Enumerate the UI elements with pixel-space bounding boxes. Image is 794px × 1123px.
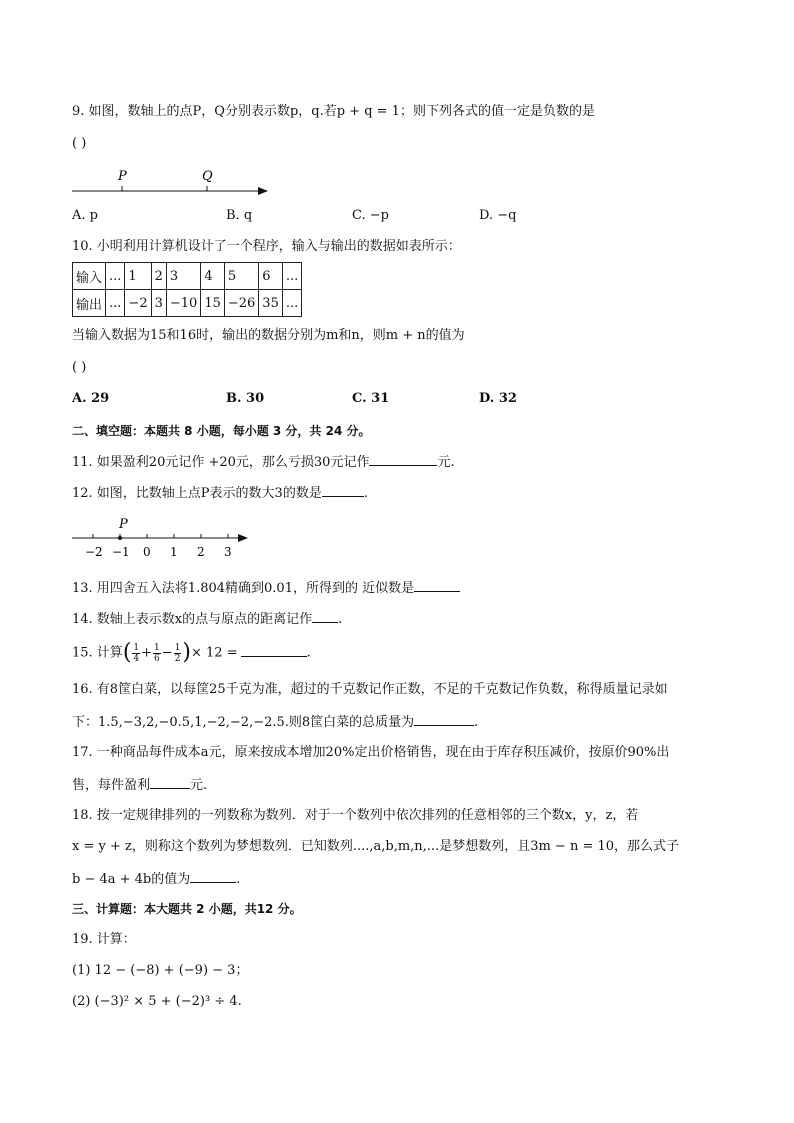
q17-line-2 xyxy=(72,775,207,795)
q15-close-paren: ) xyxy=(182,640,192,665)
tick-label: 0 xyxy=(143,545,151,559)
q14 xyxy=(72,609,342,629)
q10-io-table xyxy=(72,262,302,317)
table-cell: 3 xyxy=(166,263,200,290)
q15-fraction-2-den: 6 xyxy=(154,653,160,664)
q9-text: 9. 如图，数轴上的点P，Q分别表示数p，q.若p + q = 1；则下列各式的值一定是负数的是 xyxy=(72,104,595,119)
q15-plus: + xyxy=(141,645,153,661)
table-cell: 5 xyxy=(224,263,258,290)
q11 xyxy=(72,452,455,472)
q15-fraction-2 xyxy=(153,643,161,664)
q15-tail: × 12 = xyxy=(191,645,238,661)
q11-unit: 元. xyxy=(437,455,455,470)
q16-line-1: 16. 有8筐白菜，以每筐25千克为准，超过的千克数记作正数，不足的千克数记作负数，称得质量记录如 xyxy=(72,682,668,697)
q13-answer-blank[interactable] xyxy=(414,578,460,592)
q11-answer-blank[interactable] xyxy=(369,452,437,466)
q17-answer-blank[interactable] xyxy=(150,775,190,789)
q18-text: b − 4a + 4b的值为 xyxy=(72,872,191,887)
q15-open-paren: ( xyxy=(122,640,132,665)
table-cell: 3 xyxy=(151,290,166,317)
table-cell: 输出 xyxy=(73,290,106,317)
table-cell: ... xyxy=(106,290,125,317)
q16-text: 下：1.5,−3,2,−0.5,1,−2,−2,−2.5.则8筐白菜的总质量为 xyxy=(72,715,415,730)
q14-answer-blank[interactable] xyxy=(312,609,338,623)
q9-point-q-label: Q xyxy=(202,169,213,184)
q18-line-3 xyxy=(72,869,240,889)
table-cell: 35 xyxy=(259,290,283,317)
q15-fraction-3-den: 2 xyxy=(174,653,181,664)
table-cell: −2 xyxy=(125,290,151,317)
q19-title: 19. 计算： xyxy=(72,932,136,947)
tick-label: 3 xyxy=(224,545,232,559)
q15-fraction-1 xyxy=(132,643,140,664)
table-cell: ... xyxy=(106,263,125,290)
q15-fraction-1-den: 4 xyxy=(133,653,140,664)
q18-period: . xyxy=(236,872,241,887)
q13 xyxy=(72,578,460,598)
q10-text: 10. 小明利用计算机设计了一个程序，输入与输出的数据如表所示： xyxy=(72,239,461,254)
q14-period: . xyxy=(338,612,343,627)
q12-text: 12. 如图，比数轴上点P表示的数大3的数是 xyxy=(72,486,322,501)
table-row-input xyxy=(73,263,302,290)
table-cell: 15 xyxy=(201,290,225,317)
q12-point-p-dot xyxy=(118,536,122,540)
q9-choice-b[interactable]: B. q xyxy=(226,208,253,223)
q15-fraction-3 xyxy=(174,643,182,664)
q19-part-1: (1) 12 − (−8) + (−9) − 3； xyxy=(72,963,249,978)
q9-choice-c[interactable]: C. −p xyxy=(352,208,389,223)
q15 xyxy=(72,640,311,667)
q16-period: . xyxy=(474,715,479,730)
q15-answer-blank[interactable] xyxy=(241,643,307,657)
q15-fraction-1-num: 1 xyxy=(133,642,140,653)
q18-line-1: 18. 按一定规律排列的一列数称为数列．对于一个数列中依次排列的任意相邻的三个数x，y，z，若 xyxy=(72,808,639,823)
q15-minus: − xyxy=(161,645,173,661)
q9-choice-a[interactable]: A. p xyxy=(72,208,98,223)
q9-point-p-label: P xyxy=(118,169,127,184)
table-cell: −10 xyxy=(166,290,200,317)
q10-bracket: ( ) xyxy=(72,360,87,375)
table-cell: ... xyxy=(282,290,301,317)
q9-number-line xyxy=(70,166,270,198)
section-3-heading: 三、计算题：本大题共 2 小题，共12 分。 xyxy=(72,902,302,916)
q15-fraction-2-num: 1 xyxy=(154,642,160,653)
q15-prefix: 15. 计算 xyxy=(72,645,123,661)
section-2-heading: 二、填空题：本题共 8 小题，每小题 3 分，共 24 分。 xyxy=(72,424,371,438)
q10-choice-b[interactable]: B. 30 xyxy=(226,391,265,406)
q17-text: 售，每件盈利 xyxy=(72,778,151,793)
q18-line-2: x = y + z，则称这个数列为梦想数列．已知数列....,a,b,m,n,...是梦想数列，且3m − n = 10，那么式子 xyxy=(72,839,680,854)
q12 xyxy=(72,483,368,503)
q12-answer-blank[interactable] xyxy=(322,483,364,497)
q16-answer-blank[interactable] xyxy=(414,712,474,726)
tick-label: 1 xyxy=(170,545,178,559)
q11-text: 11. 如果盈利20元记作 +20元，那么亏损30元记作 xyxy=(72,455,370,470)
q10-choice-a[interactable]: A. 29 xyxy=(72,391,110,406)
tick-label: 2 xyxy=(197,545,205,559)
q17-unit: 元. xyxy=(190,778,208,793)
q13-text: 13. 用四舍五入法将1.804精确到0.01，所得到的 近似数是 xyxy=(72,581,415,596)
q15-fraction-3-num: 1 xyxy=(174,642,181,653)
table-cell: ... xyxy=(282,263,301,290)
q10-choice-c[interactable]: C. 31 xyxy=(352,391,390,406)
q10-choice-d[interactable]: D. 32 xyxy=(479,391,517,406)
q19-part-2: (2) (−3)² × 5 + (−2)³ ÷ 4. xyxy=(72,994,242,1009)
table-cell: 4 xyxy=(201,263,225,290)
q14-text: 14. 数轴上表示数x的点与原点的距离记作 xyxy=(72,612,313,627)
table-cell: 输入 xyxy=(73,263,106,290)
table-cell: 1 xyxy=(125,263,151,290)
q12-period: . xyxy=(363,486,368,501)
q17-line-1: 17. 一种商品每件成本a元，原来按成本增加20%定出价格销售，现在由于库存积压减价，按原价90%出 xyxy=(72,745,670,760)
q12-number-line xyxy=(70,514,250,560)
q10-question: 当输入数据为15和16时，输出的数据分别为m和n，则m + n的值为 xyxy=(72,328,465,343)
q18-answer-blank[interactable] xyxy=(190,869,236,883)
q9-choice-d[interactable]: D. −q xyxy=(479,208,517,223)
q15-period: . xyxy=(306,645,311,661)
q9-bracket: ( ) xyxy=(72,136,87,151)
tick-label: −2 xyxy=(85,545,103,559)
table-cell: 2 xyxy=(151,263,166,290)
table-cell: −26 xyxy=(224,290,258,317)
table-row-output xyxy=(73,290,302,317)
table-cell: 6 xyxy=(259,263,283,290)
q12-point-p-label: P xyxy=(119,517,128,532)
q16-line-2 xyxy=(72,712,478,732)
tick-label: −1 xyxy=(112,545,130,559)
